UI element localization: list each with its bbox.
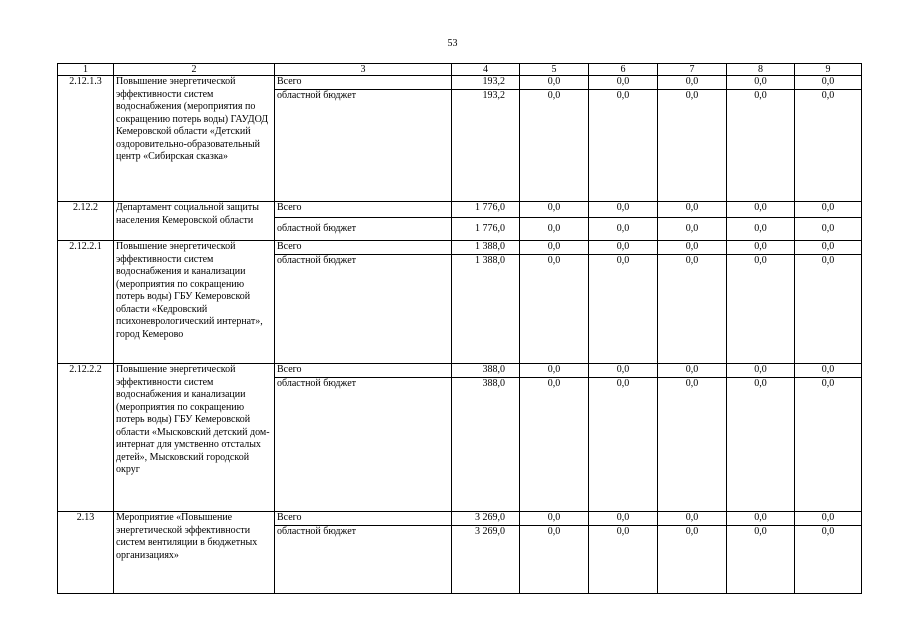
table-row	[58, 76, 862, 90]
amount-cell: 0,0	[520, 512, 589, 526]
table-row	[58, 364, 862, 378]
amount-cell: 0,0	[520, 255, 589, 364]
item-code: 2.12.1.3	[58, 76, 114, 202]
amount-cell: 0,0	[727, 202, 795, 218]
amount-cell: 0,0	[658, 378, 727, 512]
amount-cell: 0,0	[727, 378, 795, 512]
amount-cell: 0,0	[589, 364, 658, 378]
amount-cell: 0,0	[727, 241, 795, 255]
amount-cell: 0,0	[795, 202, 862, 218]
page-number: 53	[447, 38, 458, 49]
amount-cell: 0,0	[520, 241, 589, 255]
amount-cell: 0,0	[727, 364, 795, 378]
amount-cell: 1 388,0	[452, 255, 520, 364]
amount-cell: 0,0	[520, 90, 589, 202]
item-code: 2.13	[58, 512, 114, 594]
funding-source: Всего	[275, 202, 452, 218]
amount-cell: 0,0	[727, 512, 795, 526]
funding-source: Всего	[275, 76, 452, 90]
amount-cell: 0,0	[589, 90, 658, 202]
amount-cell: 193,2	[452, 90, 520, 202]
amount-cell: 0,0	[658, 90, 727, 202]
amount-cell: 1 776,0	[452, 202, 520, 218]
amount-cell: 0,0	[658, 76, 727, 90]
item-name: Повышение энергетической эффективности систем водоснабжения и канализации (мероприятия по сокращению потерь воды) ГБУ Кемеровской области «Мысковский детский дом-интернат для умственно отсталых детей», Мысковский городской округ	[114, 364, 275, 512]
amount-cell: 0,0	[658, 241, 727, 255]
amount-cell: 0,0	[658, 202, 727, 218]
table-row	[58, 202, 862, 218]
amount-cell: 0,0	[658, 218, 727, 241]
amount-cell: 0,0	[727, 526, 795, 594]
amount-cell: 0,0	[795, 218, 862, 241]
amount-cell: 0,0	[589, 241, 658, 255]
amount-cell: 0,0	[727, 76, 795, 90]
amount-cell: 3 269,0	[452, 526, 520, 594]
amount-cell: 0,0	[658, 255, 727, 364]
funding-source: областной бюджет	[275, 526, 452, 594]
column-number: 6	[589, 64, 658, 76]
item-name: Департамент социальной защиты населения Кемеровской области	[114, 202, 275, 241]
funding-source: областной бюджет	[275, 255, 452, 364]
amount-cell: 0,0	[795, 241, 862, 255]
amount-cell: 0,0	[589, 512, 658, 526]
amount-cell: 0,0	[589, 255, 658, 364]
funding-source: Всего	[275, 364, 452, 378]
column-number: 2	[114, 64, 275, 76]
funding-source: областной бюджет	[275, 378, 452, 512]
amount-cell: 0,0	[589, 378, 658, 512]
amount-cell: 0,0	[795, 512, 862, 526]
amount-cell: 0,0	[727, 255, 795, 364]
amount-cell: 0,0	[589, 202, 658, 218]
amount-cell: 388,0	[452, 378, 520, 512]
amount-cell: 0,0	[589, 218, 658, 241]
amount-cell: 0,0	[520, 202, 589, 218]
amount-cell: 0,0	[658, 512, 727, 526]
amount-cell: 0,0	[589, 526, 658, 594]
amount-cell: 0,0	[795, 364, 862, 378]
amount-cell: 0,0	[520, 364, 589, 378]
column-number: 4	[452, 64, 520, 76]
column-number: 3	[275, 64, 452, 76]
funding-source: Всего	[275, 241, 452, 255]
item-code: 2.12.2.1	[58, 241, 114, 364]
amount-cell: 0,0	[795, 526, 862, 594]
item-code: 2.12.2.2	[58, 364, 114, 512]
amount-cell: 0,0	[589, 76, 658, 90]
amount-cell: 0,0	[795, 378, 862, 512]
amount-cell: 0,0	[520, 378, 589, 512]
budget-table	[57, 63, 862, 594]
amount-cell: 1 776,0	[452, 218, 520, 241]
amount-cell: 0,0	[727, 218, 795, 241]
amount-cell: 0,0	[658, 526, 727, 594]
amount-cell: 388,0	[452, 364, 520, 378]
amount-cell: 0,0	[520, 526, 589, 594]
item-name: Мероприятие «Повышение энергетической эффективности систем вентиляции в бюджетных организациях»	[114, 512, 275, 594]
table-row	[58, 241, 862, 255]
item-name: Повышение энергетической эффективности систем водоснабжения и канализации (мероприятия по сокращению потерь воды) ГБУ Кемеровской области «Кедровский психоневрологический интернат», город Кемерово	[114, 241, 275, 364]
amount-cell: 0,0	[520, 218, 589, 241]
amount-cell: 3 269,0	[452, 512, 520, 526]
item-code: 2.12.2	[58, 202, 114, 241]
amount-cell: 0,0	[658, 364, 727, 378]
amount-cell: 0,0	[520, 76, 589, 90]
column-number-row	[58, 64, 862, 76]
table-row	[58, 512, 862, 526]
column-number: 9	[795, 64, 862, 76]
funding-source: областной бюджет	[275, 90, 452, 202]
funding-source: Всего	[275, 512, 452, 526]
amount-cell: 0,0	[795, 76, 862, 90]
item-name: Повышение энергетической эффективности систем водоснабжения (мероприятия по сокращению потерь воды) ГАУДОД Кемеровской области «Детский оздоровительно-образовательный центр «Сибирская сказка»	[114, 76, 275, 202]
amount-cell: 1 388,0	[452, 241, 520, 255]
column-number: 8	[727, 64, 795, 76]
amount-cell: 0,0	[795, 90, 862, 202]
funding-source: областной бюджет	[275, 218, 452, 241]
amount-cell: 0,0	[795, 255, 862, 364]
amount-cell: 0,0	[727, 90, 795, 202]
column-number: 5	[520, 64, 589, 76]
column-number: 1	[58, 64, 114, 76]
column-number: 7	[658, 64, 727, 76]
amount-cell: 193,2	[452, 76, 520, 90]
